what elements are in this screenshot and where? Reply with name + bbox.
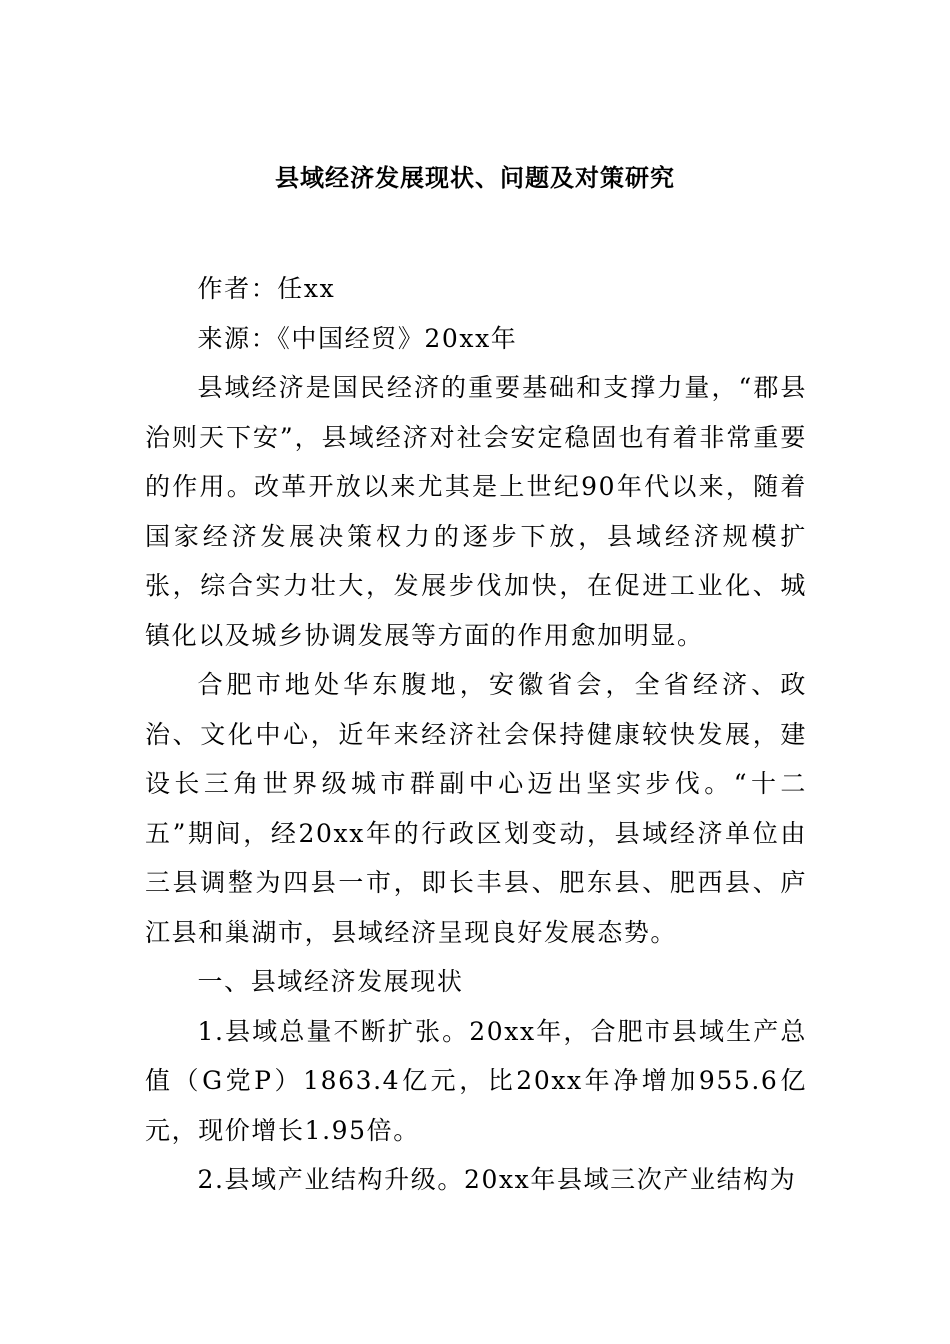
paragraph-intro: 县域经济是国民经济的重要基础和支撑力量，“郡县治则天下安”，县域经济对社会安定稳固也有着非常重要的作用。改革开放以来尤其是上世纪90年代以来，随着国家经济发展决策权力的逐步下放，县域经济规模扩张，综合实力壮大，发展步伐加快，在促进工业化、城镇化以及城乡协调发展等方面的作用愈加明显。 bbox=[145, 373, 807, 650]
section-heading: 一、县域经济发展现状 bbox=[197, 967, 464, 996]
paragraph-hefei: 合肥市地处华东腹地，安徽省会，全省经济、政治、文化中心，近年来经济社会保持健康较快发展，建设长三角世界级城市群副中心迈出坚实步伐。“十二五”期间，经20xx年的行政区划变动，县域经济单位由三县调整为四县一市，即长丰县、肥东县、肥西县、庐江县和巢湖市，县域经济呈现良好发展态势。 bbox=[145, 670, 807, 947]
author-line: 作者：任xx bbox=[197, 274, 336, 303]
document-title: 县域经济发展现状、问题及对策研究 bbox=[275, 163, 675, 192]
paragraph-item-1: 1.县域总量不断扩张。20xx年，合肥市县域生产总值（G党P）1863.4亿元，比20xx年净增加955.6亿元，现价增长1.95倍。 bbox=[145, 1016, 807, 1145]
document-body bbox=[145, 264, 807, 1205]
source-line: 来源：《中国经贸》20xx年 bbox=[197, 323, 518, 353]
paragraph-item-2: 2.县域产业结构升级。20xx年县域三次产业结构为 bbox=[197, 1165, 797, 1194]
